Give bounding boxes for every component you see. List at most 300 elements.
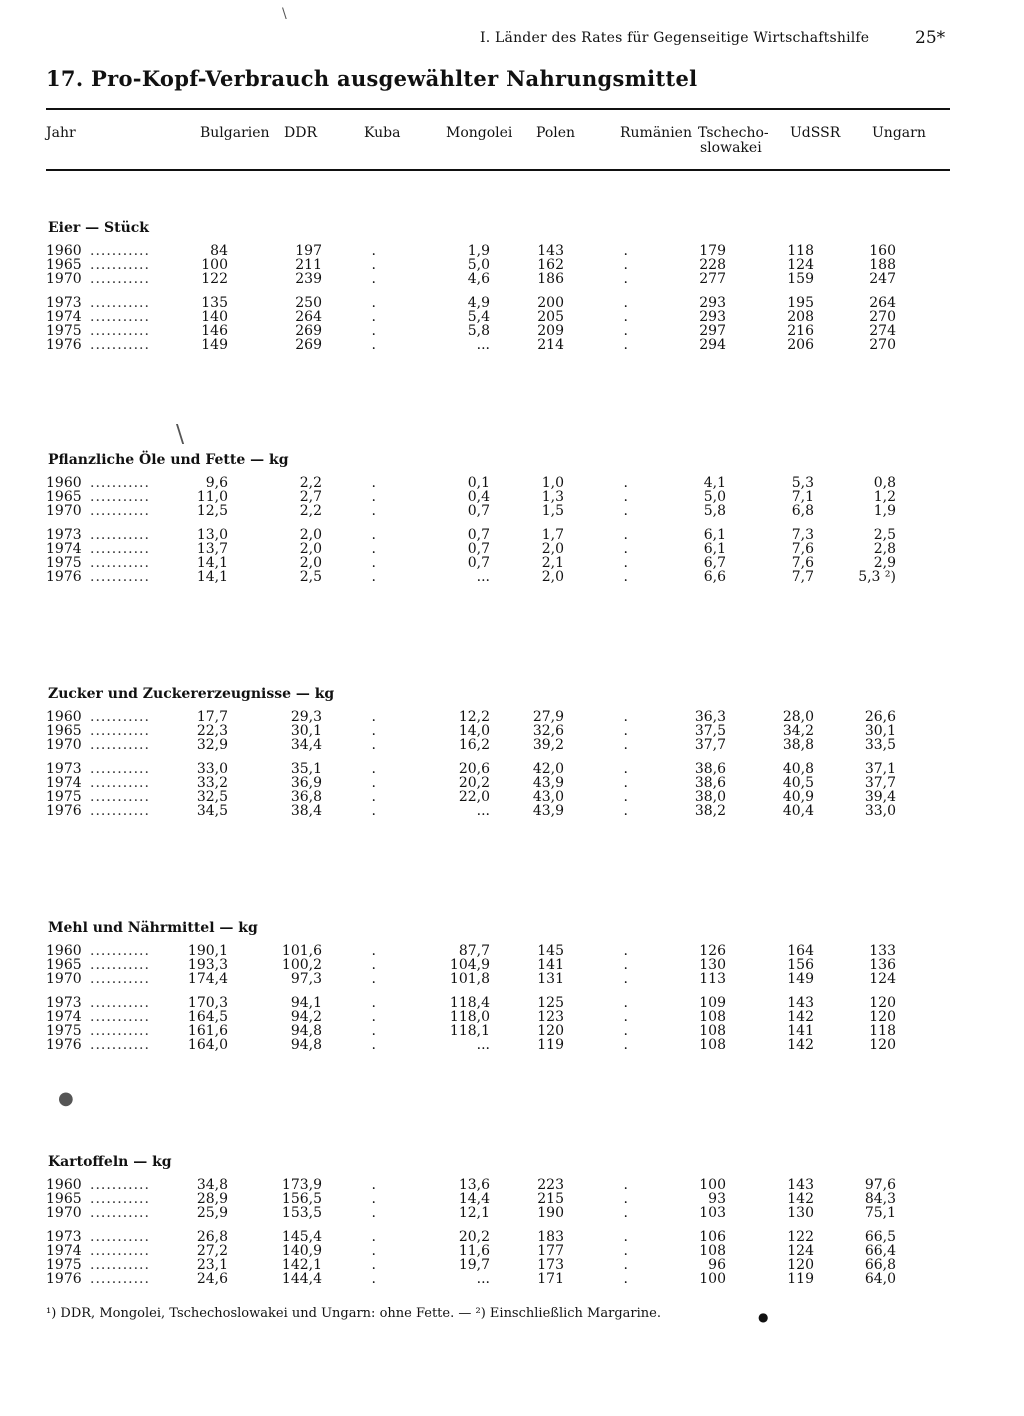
value-cell-gdr: 2,7 <box>299 489 322 505</box>
value-cell-poland: 183 <box>537 1229 564 1245</box>
value-cell-poland: 223 <box>537 1177 564 1193</box>
value-cell-cuba: . <box>371 271 376 287</box>
year-cell: 1965 <box>46 1191 82 1207</box>
value-cell-poland: 39,2 <box>532 737 564 753</box>
leader-dots: ........... <box>90 1192 150 1206</box>
value-cell-ussr: 164 <box>787 943 814 959</box>
table-row <box>46 324 950 338</box>
value-cell-czechoslovakia: 108 <box>699 1243 726 1259</box>
value-cell-hungary: 2,5 <box>873 527 896 543</box>
value-cell-hungary: 39,4 <box>864 789 896 805</box>
value-cell-gdr: 156,5 <box>281 1191 322 1207</box>
value-cell-czechoslovakia: 37,7 <box>694 737 726 753</box>
value-cell-bulgaria: 28,9 <box>196 1191 228 1207</box>
value-cell-romania: . <box>623 527 628 543</box>
value-cell-cuba: . <box>371 243 376 259</box>
value-cell-czechoslovakia: 4,1 <box>703 475 726 491</box>
value-cell-mongolia: 1,9 <box>467 243 490 259</box>
value-cell-gdr: 94,1 <box>290 995 322 1011</box>
value-cell-poland: 186 <box>537 271 564 287</box>
value-cell-gdr: 211 <box>295 257 322 273</box>
value-cell-ussr: 208 <box>787 309 814 325</box>
value-cell-gdr: 2,2 <box>299 503 322 519</box>
value-cell-ussr: 38,8 <box>782 737 814 753</box>
value-cell-bulgaria: 122 <box>201 271 228 287</box>
value-cell-mongolia: 12,2 <box>458 709 490 725</box>
year-cell: 1975 <box>46 555 82 571</box>
value-cell-poland: 162 <box>537 257 564 273</box>
value-cell-czechoslovakia: 6,6 <box>703 569 726 585</box>
value-cell-ussr: 28,0 <box>782 709 814 725</box>
value-cell-mongolia: 0,7 <box>467 503 490 519</box>
value-cell-ussr: 7,6 <box>791 555 814 571</box>
value-cell-cuba: . <box>371 569 376 585</box>
year-cell: 1974 <box>46 775 82 791</box>
value-cell-czechoslovakia: 293 <box>699 295 726 311</box>
leader-dots: ........... <box>90 1258 150 1272</box>
table-row <box>46 996 950 1010</box>
value-cell-hungary: 133 <box>869 943 896 959</box>
value-cell-poland: 32,6 <box>532 723 564 739</box>
page-number: 25* <box>915 28 946 48</box>
value-cell-bulgaria: 33,2 <box>196 775 228 791</box>
value-cell-hungary: 37,1 <box>864 761 896 777</box>
value-cell-mongolia: 14,4 <box>458 1191 490 1207</box>
value-cell-mongolia: ... <box>476 569 490 585</box>
value-cell-ussr: 7,1 <box>791 489 814 505</box>
leader-dots: ........... <box>90 556 150 570</box>
value-cell-romania: . <box>623 1205 628 1221</box>
value-cell-gdr: 101,6 <box>281 943 322 959</box>
value-cell-czechoslovakia: 96 <box>708 1257 726 1273</box>
value-cell-romania: . <box>623 243 628 259</box>
value-cell-poland: 173 <box>537 1257 564 1273</box>
value-cell-ussr: 159 <box>787 271 814 287</box>
value-cell-gdr: 100,2 <box>281 957 322 973</box>
leader-dots: ........... <box>90 1230 150 1244</box>
value-cell-cuba: . <box>371 295 376 311</box>
leader-dots: ........... <box>90 944 150 958</box>
value-cell-hungary: 75,1 <box>864 1205 896 1221</box>
scan-mark: \ <box>282 6 287 22</box>
leader-dots: ........... <box>90 476 150 490</box>
table-row <box>46 1230 950 1244</box>
value-cell-poland: 145 <box>537 943 564 959</box>
value-cell-poland: 205 <box>537 309 564 325</box>
table-row <box>46 272 950 286</box>
value-cell-poland: 209 <box>537 323 564 339</box>
value-cell-ussr: 143 <box>787 1177 814 1193</box>
value-cell-ussr: 206 <box>787 337 814 353</box>
value-cell-hungary: 26,6 <box>864 709 896 725</box>
leader-dots: ........... <box>90 710 150 724</box>
value-cell-hungary: 247 <box>869 271 896 287</box>
value-cell-bulgaria: 146 <box>201 323 228 339</box>
value-cell-bulgaria: 190,1 <box>187 943 228 959</box>
value-cell-gdr: 34,4 <box>290 737 322 753</box>
value-cell-ussr: 7,7 <box>791 569 814 585</box>
value-cell-bulgaria: 14,1 <box>196 569 228 585</box>
value-cell-romania: . <box>623 1037 628 1053</box>
year-cell: 1974 <box>46 541 82 557</box>
value-cell-bulgaria: 170,3 <box>187 995 228 1011</box>
value-cell-romania: . <box>623 737 628 753</box>
leader-dots: ........... <box>90 338 150 352</box>
value-cell-bulgaria: 140 <box>201 309 228 325</box>
value-cell-ussr: 34,2 <box>782 723 814 739</box>
value-cell-czechoslovakia: 38,0 <box>694 789 726 805</box>
value-cell-czechoslovakia: 108 <box>699 1023 726 1039</box>
value-cell-cuba: . <box>371 309 376 325</box>
col-header-czech-line1: Tschecho- <box>698 125 769 141</box>
leader-dots: ........... <box>90 296 150 310</box>
value-cell-hungary: 160 <box>869 243 896 259</box>
leader-dots: ........... <box>90 490 150 504</box>
value-cell-cuba: . <box>371 541 376 557</box>
table-row <box>46 790 950 804</box>
value-cell-bulgaria: 164,5 <box>187 1009 228 1025</box>
value-cell-mongolia: 87,7 <box>458 943 490 959</box>
value-cell-poland: 27,9 <box>532 709 564 725</box>
value-cell-mongolia: 118,0 <box>449 1009 490 1025</box>
value-cell-bulgaria: 149 <box>201 337 228 353</box>
table-row <box>46 476 950 490</box>
table-row <box>46 1206 950 1220</box>
value-cell-cuba: . <box>371 761 376 777</box>
value-cell-mongolia: ... <box>476 337 490 353</box>
col-header-hungary: Ungarn <box>872 125 926 141</box>
table-row <box>46 738 950 752</box>
table-row <box>46 244 950 258</box>
value-cell-poland: 43,9 <box>532 803 564 819</box>
col-header-czech-line2: slowakei <box>700 140 762 156</box>
scan-mark: ● <box>58 1088 74 1109</box>
table-row <box>46 776 950 790</box>
table-row <box>46 310 950 324</box>
value-cell-poland: 171 <box>537 1271 564 1287</box>
value-cell-hungary: 274 <box>869 323 896 339</box>
value-cell-bulgaria: 164,0 <box>187 1037 228 1053</box>
value-cell-gdr: 2,2 <box>299 475 322 491</box>
running-title: I. Länder des Rates für Gegenseitige Wirtschaftshilfe <box>480 30 870 46</box>
leader-dots: ........... <box>90 790 150 804</box>
scan-mark: ● <box>758 1310 769 1324</box>
value-cell-bulgaria: 14,1 <box>196 555 228 571</box>
year-cell: 1976 <box>46 803 82 819</box>
table-row <box>46 1010 950 1024</box>
value-cell-hungary: 97,6 <box>864 1177 896 1193</box>
value-cell-gdr: 29,3 <box>290 709 322 725</box>
value-cell-bulgaria: 32,5 <box>196 789 228 805</box>
value-cell-hungary: 188 <box>869 257 896 273</box>
value-cell-bulgaria: 34,5 <box>196 803 228 819</box>
value-cell-poland: 123 <box>537 1009 564 1025</box>
table-row <box>46 762 950 776</box>
value-cell-cuba: . <box>371 1271 376 1287</box>
year-cell: 1976 <box>46 1271 82 1287</box>
table-row <box>46 490 950 504</box>
leader-dots: ........... <box>90 1024 150 1038</box>
value-cell-gdr: 2,0 <box>299 555 322 571</box>
value-cell-hungary: 124 <box>869 971 896 987</box>
value-cell-czechoslovakia: 38,6 <box>694 775 726 791</box>
col-header-mongolia: Mongolei <box>446 125 513 141</box>
value-cell-bulgaria: 135 <box>201 295 228 311</box>
value-cell-romania: . <box>623 1257 628 1273</box>
value-cell-czechoslovakia: 130 <box>699 957 726 973</box>
value-cell-romania: . <box>623 503 628 519</box>
value-cell-gdr: 140,9 <box>281 1243 322 1259</box>
value-cell-romania: . <box>623 555 628 571</box>
leader-dots: ........... <box>90 738 150 752</box>
value-cell-cuba: . <box>371 527 376 543</box>
value-cell-romania: . <box>623 1229 628 1245</box>
leader-dots: ........... <box>90 528 150 542</box>
leader-dots: ........... <box>90 972 150 986</box>
value-cell-hungary: 2,9 <box>873 555 896 571</box>
year-cell: 1973 <box>46 295 82 311</box>
value-cell-czechoslovakia: 126 <box>699 943 726 959</box>
table-row <box>46 944 950 958</box>
leader-dots: ........... <box>90 996 150 1010</box>
value-cell-ussr: 142 <box>787 1009 814 1025</box>
leader-dots: ........... <box>90 1038 150 1052</box>
value-cell-mongolia: 12,1 <box>458 1205 490 1221</box>
table-row <box>46 338 950 352</box>
year-cell: 1976 <box>46 1037 82 1053</box>
leader-dots: ........... <box>90 244 150 258</box>
value-cell-ussr: 7,6 <box>791 541 814 557</box>
table-row <box>46 804 950 818</box>
value-cell-romania: . <box>623 1177 628 1193</box>
value-cell-bulgaria: 84 <box>210 243 228 259</box>
value-cell-bulgaria: 13,7 <box>196 541 228 557</box>
leader-dots: ........... <box>90 542 150 556</box>
value-cell-cuba: . <box>371 1177 376 1193</box>
leader-dots: ........... <box>90 776 150 790</box>
year-cell: 1970 <box>46 503 82 519</box>
value-cell-romania: . <box>623 957 628 973</box>
value-cell-poland: 43,9 <box>532 775 564 791</box>
value-cell-gdr: 269 <box>295 337 322 353</box>
value-cell-cuba: . <box>371 1009 376 1025</box>
value-cell-ussr: 40,8 <box>782 761 814 777</box>
year-cell: 1960 <box>46 475 82 491</box>
value-cell-romania: . <box>623 1243 628 1259</box>
value-cell-romania: . <box>623 257 628 273</box>
value-cell-ussr: 122 <box>787 1229 814 1245</box>
value-cell-gdr: 264 <box>295 309 322 325</box>
table-row <box>46 1038 950 1052</box>
value-cell-czechoslovakia: 103 <box>699 1205 726 1221</box>
value-cell-romania: . <box>623 1009 628 1025</box>
year-cell: 1965 <box>46 489 82 505</box>
value-cell-czechoslovakia: 6,7 <box>703 555 726 571</box>
value-cell-poland: 214 <box>537 337 564 353</box>
year-cell: 1973 <box>46 995 82 1011</box>
value-cell-romania: . <box>623 309 628 325</box>
value-cell-ussr: 119 <box>787 1271 814 1287</box>
value-cell-bulgaria: 32,9 <box>196 737 228 753</box>
col-header-czechoslovakia <box>698 126 769 156</box>
value-cell-romania: . <box>623 775 628 791</box>
value-cell-hungary: 33,5 <box>864 737 896 753</box>
value-cell-romania: . <box>623 475 628 491</box>
year-cell: 1970 <box>46 971 82 987</box>
value-cell-romania: . <box>623 709 628 725</box>
value-cell-cuba: . <box>371 489 376 505</box>
value-cell-mongolia: 20,6 <box>458 761 490 777</box>
value-cell-czechoslovakia: 100 <box>699 1177 726 1193</box>
value-cell-hungary: 2,8 <box>873 541 896 557</box>
value-cell-gdr: 2,5 <box>299 569 322 585</box>
value-cell-hungary: 66,5 <box>864 1229 896 1245</box>
leader-dots: ........... <box>90 570 150 584</box>
value-cell-mongolia: 11,6 <box>458 1243 490 1259</box>
value-cell-romania: . <box>623 789 628 805</box>
value-cell-czechoslovakia: 113 <box>699 971 726 987</box>
value-cell-mongolia: 14,0 <box>458 723 490 739</box>
value-cell-bulgaria: 11,0 <box>196 489 228 505</box>
value-cell-bulgaria: 12,5 <box>196 503 228 519</box>
value-cell-hungary: 136 <box>869 957 896 973</box>
value-cell-mongolia: 5,4 <box>467 309 490 325</box>
value-cell-poland: 119 <box>537 1037 564 1053</box>
year-cell: 1970 <box>46 271 82 287</box>
value-cell-mongolia: 22,0 <box>458 789 490 805</box>
value-cell-poland: 2,0 <box>541 569 564 585</box>
value-cell-poland: 131 <box>537 971 564 987</box>
value-cell-mongolia: 16,2 <box>458 737 490 753</box>
value-cell-romania: . <box>623 569 628 585</box>
value-cell-gdr: 38,4 <box>290 803 322 819</box>
value-cell-czechoslovakia: 93 <box>708 1191 726 1207</box>
value-cell-mongolia: ... <box>476 803 490 819</box>
value-cell-cuba: . <box>371 555 376 571</box>
value-cell-romania: . <box>623 323 628 339</box>
leader-dots: ........... <box>90 1178 150 1192</box>
value-cell-czechoslovakia: 5,0 <box>703 489 726 505</box>
year-cell: 1973 <box>46 761 82 777</box>
year-cell: 1970 <box>46 1205 82 1221</box>
value-cell-gdr: 35,1 <box>290 761 322 777</box>
value-cell-czechoslovakia: 228 <box>699 257 726 273</box>
col-header-ussr: UdSSR <box>790 125 841 141</box>
value-cell-mongolia: ... <box>476 1271 490 1287</box>
value-cell-ussr: 156 <box>787 957 814 973</box>
value-cell-poland: 215 <box>537 1191 564 1207</box>
value-cell-ussr: 130 <box>787 1205 814 1221</box>
top-rule <box>46 108 950 110</box>
value-cell-czechoslovakia: 293 <box>699 309 726 325</box>
table-row <box>46 1024 950 1038</box>
leader-dots: ........... <box>90 762 150 776</box>
table-title: 17. Pro-Kopf-Verbrauch ausgewählter Nahrungsmittel <box>46 66 698 91</box>
table-row <box>46 1178 950 1192</box>
value-cell-poland: 1,7 <box>541 527 564 543</box>
value-cell-bulgaria: 33,0 <box>196 761 228 777</box>
value-cell-cuba: . <box>371 475 376 491</box>
value-cell-gdr: 250 <box>295 295 322 311</box>
value-cell-gdr: 30,1 <box>290 723 322 739</box>
value-cell-czechoslovakia: 38,2 <box>694 803 726 819</box>
value-cell-cuba: . <box>371 737 376 753</box>
value-cell-cuba: . <box>371 995 376 1011</box>
leader-dots: ........... <box>90 258 150 272</box>
value-cell-cuba: . <box>371 1229 376 1245</box>
value-cell-gdr: 145,4 <box>281 1229 322 1245</box>
value-cell-ussr: 120 <box>787 1257 814 1273</box>
value-cell-hungary: 120 <box>869 1009 896 1025</box>
value-cell-ussr: 195 <box>787 295 814 311</box>
table-row <box>46 958 950 972</box>
value-cell-poland: 1,0 <box>541 475 564 491</box>
table-row <box>46 556 950 570</box>
table-row <box>46 1272 950 1286</box>
col-header-romania: Rumänien <box>620 125 692 141</box>
header-rule <box>46 169 950 171</box>
value-cell-gdr: 239 <box>295 271 322 287</box>
value-cell-gdr: 97,3 <box>290 971 322 987</box>
year-cell: 1974 <box>46 1009 82 1025</box>
value-cell-bulgaria: 17,7 <box>196 709 228 725</box>
value-cell-cuba: . <box>371 1257 376 1273</box>
value-cell-ussr: 141 <box>787 1023 814 1039</box>
value-cell-mongolia: 0,7 <box>467 541 490 557</box>
value-cell-mongolia: 0,4 <box>467 489 490 505</box>
table-row <box>46 542 950 556</box>
table-row <box>46 724 950 738</box>
year-cell: 1975 <box>46 789 82 805</box>
value-cell-mongolia: 19,7 <box>458 1257 490 1273</box>
value-cell-ussr: 124 <box>787 257 814 273</box>
value-cell-hungary: 1,2 <box>873 489 896 505</box>
value-cell-poland: 125 <box>537 995 564 1011</box>
year-cell: 1970 <box>46 737 82 753</box>
value-cell-romania: . <box>623 295 628 311</box>
table-row <box>46 710 950 724</box>
value-cell-bulgaria: 34,8 <box>196 1177 228 1193</box>
value-cell-cuba: . <box>371 1023 376 1039</box>
value-cell-hungary: 1,9 <box>873 503 896 519</box>
value-cell-gdr: 269 <box>295 323 322 339</box>
value-cell-romania: . <box>623 1271 628 1287</box>
footnote: ¹) DDR, Mongolei, Tschechoslowakei und Ungarn: ohne Fette. — ²) Einschließlich Margarine. <box>46 1306 661 1321</box>
value-cell-cuba: . <box>371 723 376 739</box>
value-cell-hungary: 64,0 <box>864 1271 896 1287</box>
value-cell-ussr: 7,3 <box>791 527 814 543</box>
value-cell-ussr: 142 <box>787 1037 814 1053</box>
section-title: Mehl und Nährmittel — kg <box>48 920 258 936</box>
value-cell-gdr: 36,8 <box>290 789 322 805</box>
value-cell-bulgaria: 174,4 <box>187 971 228 987</box>
value-cell-ussr: 40,9 <box>782 789 814 805</box>
value-cell-bulgaria: 13,0 <box>196 527 228 543</box>
value-cell-hungary: 30,1 <box>864 723 896 739</box>
section-title: Pflanzliche Öle und Fette — kg <box>48 452 289 468</box>
value-cell-poland: 2,1 <box>541 555 564 571</box>
table-row <box>46 258 950 272</box>
value-cell-czechoslovakia: 6,1 <box>703 541 726 557</box>
table-row <box>46 1258 950 1272</box>
value-cell-cuba: . <box>371 709 376 725</box>
year-cell: 1965 <box>46 723 82 739</box>
value-cell-czechoslovakia: 5,8 <box>703 503 726 519</box>
col-header-cuba: Kuba <box>364 125 401 141</box>
leader-dots: ........... <box>90 724 150 738</box>
year-cell: 1965 <box>46 257 82 273</box>
value-cell-gdr: 94,8 <box>290 1023 322 1039</box>
